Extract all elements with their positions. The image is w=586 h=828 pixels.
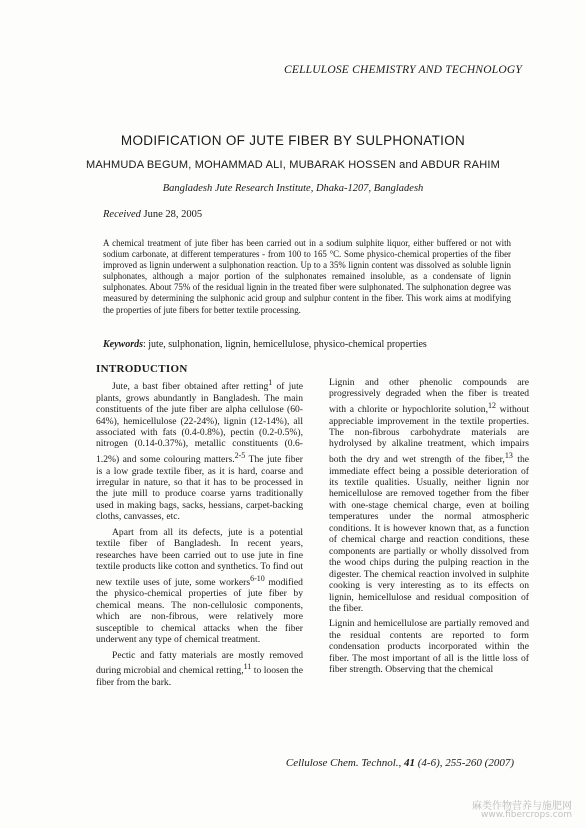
right-column <box>329 377 529 676</box>
affiliation: Bangladesh Jute Research Institute, Dhaka-1207, Bangladesh <box>162 183 424 194</box>
text: The jute fiber is a low grade textile fiber, as it is hard, coarse and irregular in nature, so that it has to be processed in the jute mill to produce coarse yarns traditionally used in making bags, sacks, hessians, carpet-backing cloths, canvasses, etc. <box>96 454 304 523</box>
text: Pectic and fatty materials are mostly removed during microbial and chemical retting, <box>96 649 303 677</box>
footer-issue-pages: (4-6), 255-260 (2007) <box>415 757 514 769</box>
received-date: June 28, 2005 <box>143 209 203 220</box>
left-paragraph-1 <box>96 377 303 523</box>
text: Jute, a bast fiber obtained after retting <box>112 381 269 393</box>
section-heading-introduction: INTRODUCTION <box>96 363 188 375</box>
citation: 2-5 <box>234 450 246 460</box>
citation: 12 <box>487 400 496 410</box>
text: without appreciable improvement in the textile properties. The non-fibrous carbohydrate materials are hydrolysed by alkaline treatment, which impairs both the dry and wet strength of the fiber, <box>329 404 529 466</box>
text: of jute plants, grows abundantly in Bangladesh. The main constituents of the jute fiber are alpha cellulose (60-64%), hemicellulose (22-24%), lignin (12-14%), all associated with fats (0.4-0.8%), pectin (0.2-0.5%), nitrogen (0.14-0.37%), metallic constituents (0.6-1.2%) and some colouring matters. <box>96 381 303 466</box>
text: modified the physico-chemical properties of jute fiber by chemical means. The non-cellulosic components, which are non-fibrous, were relatively more susceptible to chemical attacks when the fiber underwent any type of chemical treatment. <box>96 576 303 646</box>
citation: 6-10 <box>250 573 265 583</box>
paper-title: MODIFICATION OF JUTE FIBER BY SULPHONATION <box>120 133 466 148</box>
right-paragraph-1 <box>329 377 529 614</box>
watermark-site-name: 麻类作物营养与施肥网 <box>472 801 572 812</box>
text: the immediate effect being a possible deterioration of its textile qualities. Usually, neither lignin nor hemicellulose are removed together from the fiber with one-stage chemical charge, even at boiling temperatures under the normal atmospheric conditions. It is however known that, as a function of chemical charge and reaction conditions, these components are partially or wholly dissolved from the wood chips during the pulping reaction in the digester. The chemical reaction involved in sulphite cooking is very interesting as to its effects on lignin, hemicellulose and residual composition of the fiber. <box>329 454 530 614</box>
journal-header: CELLULOSE CHEMISTRY AND TECHNOLOGY <box>283 64 522 76</box>
watermark-url: www.fibercrops.com <box>481 810 572 820</box>
received-label: Received <box>103 209 141 220</box>
citation-footer <box>286 757 514 769</box>
abstract: A chemical treatment of jute fiber has been carried out in a sodium sulphite liquor, either buffered or not with sodium carbonate, at different temperatures - from 100 to 165 °C. Some physico-chemical properties of the fiber improved as lignin underwent a sulphonation reaction. Up to a 35% lignin content was dissolved as soluble lignin sulphonates, although a major portion of the sulphonates remained insoluble, as a condensate of lignin sulphonates. About 75% of the residual lignin in the treated fiber were sulphonated. The sulphonation degree was measured by determining the sulphonic acid group and sulphur content in the fiber. This work aims at modifying the properties of jute fibers for better textile processing. <box>103 238 511 315</box>
left-paragraph-2 <box>96 527 303 646</box>
footer-volume: 41 <box>404 757 416 769</box>
citation: 1 <box>268 378 273 387</box>
citation: 13 <box>504 450 513 460</box>
citation: 11 <box>243 661 252 671</box>
text: Apart from all its defects, jute is a potential textile fiber of Bangladesh. In recent years, researches have been carried out to use jute in fine textile products like cotton and synthetics. To find out new textile uses of jute, some workers <box>96 526 303 588</box>
footer-separator: , <box>398 757 405 769</box>
footer-journal: Cellulose Chem. Technol. <box>285 757 399 769</box>
keywords-line <box>103 339 511 350</box>
keywords-label: Keywords <box>103 339 143 350</box>
text: Lignin and other phenolic compounds are progressively degraded when the fiber is treated with a chlorite or hypochlorite solution, <box>329 377 529 416</box>
keywords-text: : jute, sulphonation, lignin, hemicellulose, physico-chemical properties <box>143 339 427 350</box>
right-paragraph-2: Lignin and hemicellulose are partially removed and the residual contents are reported to form condensation products incorporated within the fiber. The most important of all is the little loss of fiber strength. Observing that the chemical <box>329 618 529 676</box>
author-list: MAHMUDA BEGUM, MOHAMMAD ALI, MUBARAK HOSSEN and ABDUR RAHIM <box>86 159 500 171</box>
text: to loosen the fiber from the bark. <box>96 665 303 688</box>
left-paragraph-3 <box>96 650 303 689</box>
received-line <box>103 209 202 220</box>
left-column <box>96 377 303 688</box>
